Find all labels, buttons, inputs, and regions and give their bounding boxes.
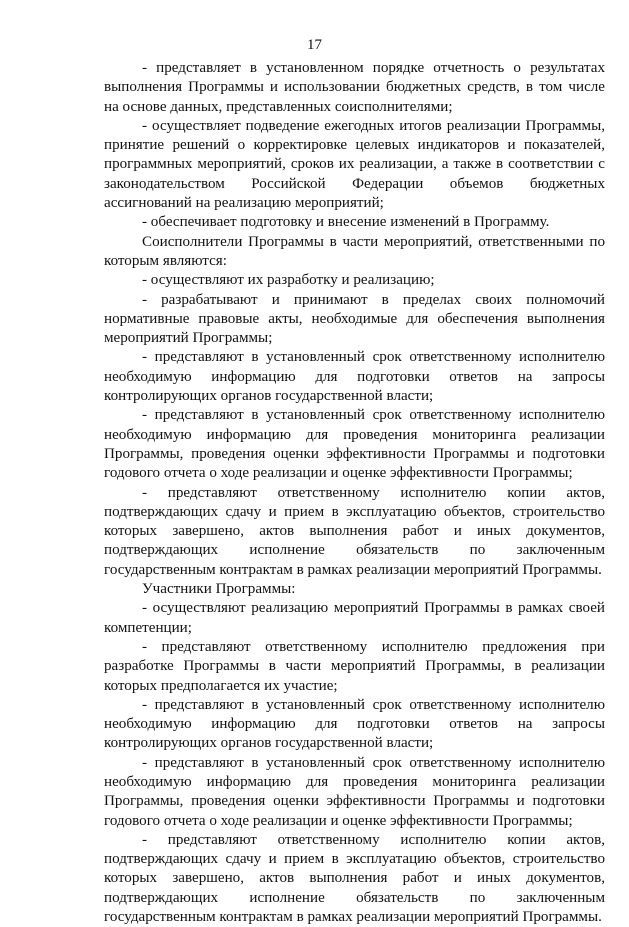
paragraph-participants-inquiries: - представляют в установленный срок ответственному исполнителю необходимую информацию для подготовки ответов на запросы контролирующих органов государственной власти; xyxy=(104,696,605,752)
page-body xyxy=(104,59,605,927)
paragraph-coexecutors-development: - осуществляют их разработку и реализацию; xyxy=(142,272,435,289)
paragraph-responsible-amendments: - обеспечивает подготовку и внесение изменений в Программу. xyxy=(142,214,550,231)
paragraph-responsible-annual-results: - осуществляет подведение ежегодных итогов реализации Программы, принятие решений о корректировке целевых индикаторов и показателей, программных мероприятий, сроков их реализации, а также в соответствии с законодательством Российской Федерации объемов бюджетных ассигнований на реализацию мероприятий; xyxy=(104,117,605,212)
paragraph-coexecutors-inquiries: - представляют в установленный срок ответственному исполнителю необходимую информацию для подготовки ответов на запросы контролирующих органов государственной власти; xyxy=(104,349,605,405)
paragraph-responsible-reporting: - представляет в установленном порядке отчетность о результатах выполнения Программы и использовании бюджетных средств, в том числе на основе данных, представленных соисполнителями; xyxy=(104,60,605,115)
paragraph-participants-proposals: - представляют ответственному исполнителю предложения при разработке Программы в части мероприятий Программы, в реализации которых предполагается их участие; xyxy=(104,638,605,694)
paragraph-participants-acts: - представляют ответственному исполнителю копии актов, подтверждающих сдачу и прием в эксплуатацию объектов, строительство которых завершено, актов выполнения работ и иных документов, подтверждающих исполнение обязательств по заключенным государственным контрактам в рамках реализации мероприятий Программы. xyxy=(104,831,605,926)
paragraph-coexecutors-acts: - представляют ответственному исполнителю копии актов, подтверждающих сдачу и прием в эксплуатацию объектов, строительство которых завершено, актов выполнения работ и иных документов, подтверждающих исполнение обязательств по заключенным государственным контрактам в рамках реализации мероприятий Программы. xyxy=(104,484,605,578)
paragraph-participants-monitoring: - представляют в установленный срок ответственному исполнителю необходимую информацию для проведения мониторинга реализации Программы, проведения оценки эффективности Программы и подготовки годового отчета о ходе реализации и оценке эффективности Программы; xyxy=(104,754,605,829)
paragraph-coexecutors-heading: Соисполнители Программы в части мероприятий, ответственными по которым являются: xyxy=(104,233,605,269)
paragraph-coexecutors-legal-acts: - разрабатывают и принимают в пределах своих полномочий нормативные правовые акты, необходимые для обеспечения выполнения мероприятий Программы; xyxy=(104,291,605,347)
paragraph-coexecutors-monitoring: - представляют в установленный срок ответственному исполнителю необходимую информацию для проведения мониторинга реализации Программы, проведения оценки эффективности Программы и подготовки годового отчета о ходе реализации и оценке эффективности Программы; xyxy=(104,407,605,482)
paragraph-participants-heading: Участники Программы: xyxy=(142,581,296,598)
page-number: 17 xyxy=(307,37,322,53)
paragraph-participants-implementation: - осуществляют реализацию мероприятий Программы в рамках своей компетенции; xyxy=(104,600,605,636)
